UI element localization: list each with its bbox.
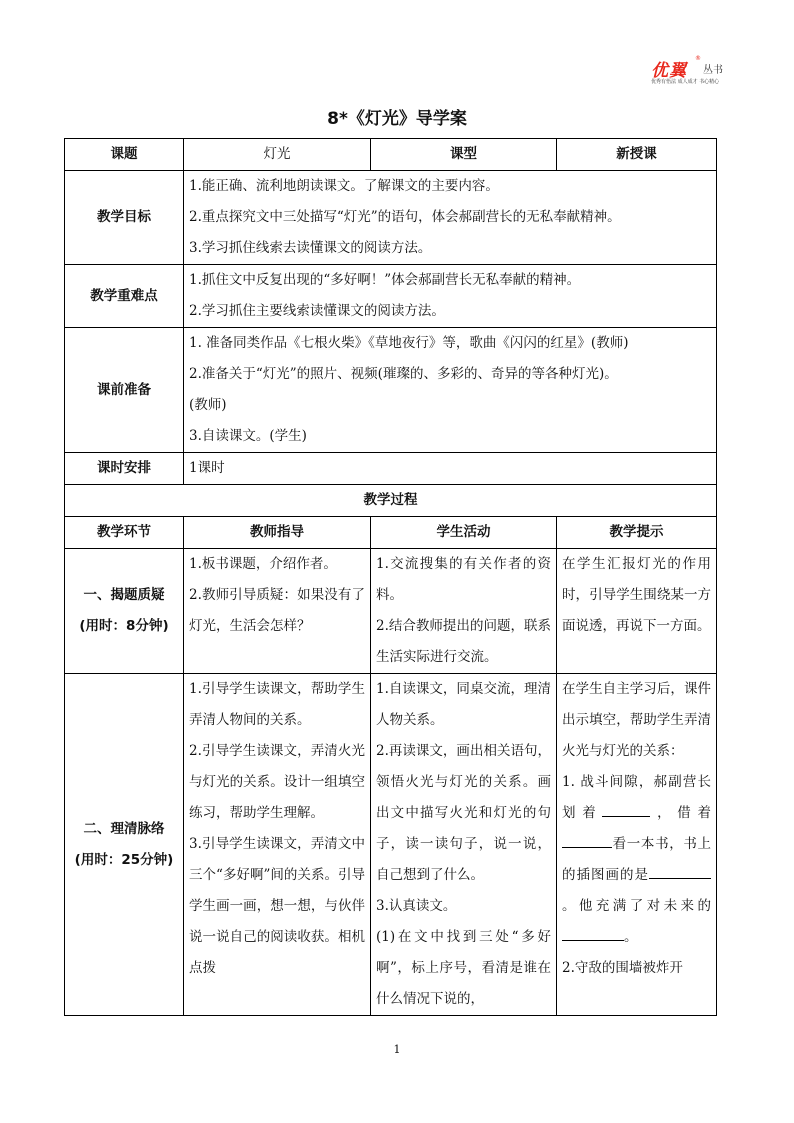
column-header-tips: 教学提示 [557, 517, 717, 549]
teacher-guidance-cell [184, 674, 371, 1016]
stage-time: (用时：8分钟) [79, 618, 169, 634]
schedule-row [65, 453, 717, 485]
key-points-content [184, 265, 717, 328]
logo-slogan: 优秀有悟法 成人成才 书心精心 [651, 79, 720, 85]
stage-name: 二、理清脉络 [83, 820, 165, 837]
logo-registered-mark: ® [695, 55, 701, 62]
lesson-plan-table [64, 138, 717, 1016]
fill-blank [602, 803, 650, 818]
student-step: 2.再读课文，画出相关语句，领悟火光与灯光的关系。画出文中描写火光和灯光的句子，读一读句子，说一说，自己想到了什么。 [376, 743, 551, 883]
topic-row [65, 139, 717, 171]
preparation-item: 2.准备关于“灯光”的照片、视频(璀璨的、多彩的、奇异的等各种灯光)。 [189, 366, 618, 382]
teacher-step: 1.板书课题，介绍作者。 [189, 556, 337, 572]
key-points-row [65, 265, 717, 328]
logo-series-text: 丛书 [703, 65, 723, 76]
fill-in-exercise: 2.守敌的围墙被炸开 [562, 960, 683, 976]
goal-item: 2.重点探究文中三处描写“灯光”的语句，体会郝副营长的无私奉献精神。 [189, 209, 621, 225]
document-title: 8*《灯光》导学案 [327, 109, 467, 129]
column-header-student: 学生活动 [371, 517, 557, 549]
teacher-guidance-cell [184, 549, 371, 674]
teaching-tip: 在学生汇报灯光的作用时，引导学生围绕某一方面说透，再说下一方面。 [562, 556, 711, 634]
teacher-step: 1.引导学生读课文，帮助学生弄清人物间的关系。 [189, 681, 365, 728]
teaching-tip: 在学生自主学习后，课件出示填空，帮助学生弄清 火光与灯光的关系： [562, 681, 711, 759]
fill-blank [562, 927, 624, 942]
student-step: (1)在文中找到三处“多好啊”，标上序号，看清是谁在什么情况下说的， [376, 929, 551, 1007]
goals-label: 教学目标 [65, 171, 184, 265]
fill-in-exercise [562, 767, 711, 953]
lesson-type-label: 课型 [371, 139, 557, 171]
fill-text: 。他充满了对未来的 [562, 898, 711, 914]
student-step: 1.自读课文，同桌交流，理清人物关系。 [376, 681, 551, 728]
process-title: 教学过程 [65, 485, 717, 517]
goals-row [65, 171, 717, 265]
topic-label: 课题 [65, 139, 184, 171]
fill-text: ，借着 [650, 805, 712, 821]
preparation-item: (教师) [189, 397, 227, 413]
preparation-content [184, 328, 717, 453]
student-activity-cell [371, 674, 557, 1016]
student-step: 1.交流搜集的有关作者的资料。 [376, 556, 551, 603]
teacher-step: 2.教师引导质疑：如果没有了灯光，生活会怎样？ [189, 587, 365, 634]
fill-text: 。 [624, 929, 638, 945]
teaching-tip-cell [557, 674, 717, 1016]
preparation-item: 3.自读课文。(学生) [189, 428, 307, 444]
fill-blank [649, 865, 711, 880]
column-header-teacher: 教师指导 [184, 517, 371, 549]
schedule-value: 1课时 [184, 453, 717, 485]
key-points-label: 教学重难点 [65, 265, 184, 328]
fill-blank [562, 834, 612, 849]
logo-brand-text: 优翼 [651, 61, 687, 81]
stage-name: 一、揭题质疑 [83, 587, 165, 603]
process-title-row [65, 485, 717, 517]
goal-item: 3.学习抓住线索去读懂课文的阅读方法。 [189, 240, 432, 256]
brand-logo [651, 56, 743, 90]
stage-name-cell [65, 549, 184, 674]
process-header-row [65, 517, 717, 549]
page-number: 1 [393, 1043, 401, 1056]
stage-time: (用时：25分钟) [74, 851, 174, 868]
teaching-tip-cell [557, 549, 717, 674]
preparation-row [65, 328, 717, 453]
goals-content [184, 171, 717, 265]
student-activity-cell [371, 549, 557, 674]
fill-text: 看一本书，书上的插图画的是 [562, 836, 711, 883]
lesson-type-value: 新授课 [557, 139, 717, 171]
schedule-label: 课时安排 [65, 453, 184, 485]
column-header-stage: 教学环节 [65, 517, 184, 549]
preparation-label: 课前准备 [65, 328, 184, 453]
teacher-step: 2.引导学生读课文，弄清火光与灯光的关系。设计一组填空练习，帮助学生理解。 [189, 743, 365, 821]
fill-text: 1. 战斗间隙，郝副营长划着 [562, 774, 711, 821]
topic-value: 灯光 [184, 139, 371, 171]
key-point-item: 2.学习抓住主要线索读懂课文的阅读方法。 [189, 303, 445, 319]
stage-name-cell [65, 674, 184, 1016]
stage-row-1 [65, 549, 717, 674]
key-point-item: 1.抓住文中反复出现的“多好啊！”体会郝副营长无私奉献的精神。 [189, 272, 581, 288]
stage-row-2 [65, 674, 717, 1016]
goal-item: 1.能正确、流利地朗读课文。了解课文的主要内容。 [189, 178, 499, 194]
student-step: 3.认真读文。 [376, 898, 457, 914]
student-step: 2.结合教师提出的问题，联系生活实际进行交流。 [376, 618, 551, 665]
preparation-item: 1. 准备同类作品《七根火柴》《草地夜行》等，歌曲《闪闪的红星》(教师) [189, 335, 629, 351]
teacher-step: 3.引导学生读课文，弄清文中三个“多好啊”间的关系。引导学生画一画，想一想，与伙伴说一说自己的阅读收获。相机点拨 [189, 836, 365, 976]
